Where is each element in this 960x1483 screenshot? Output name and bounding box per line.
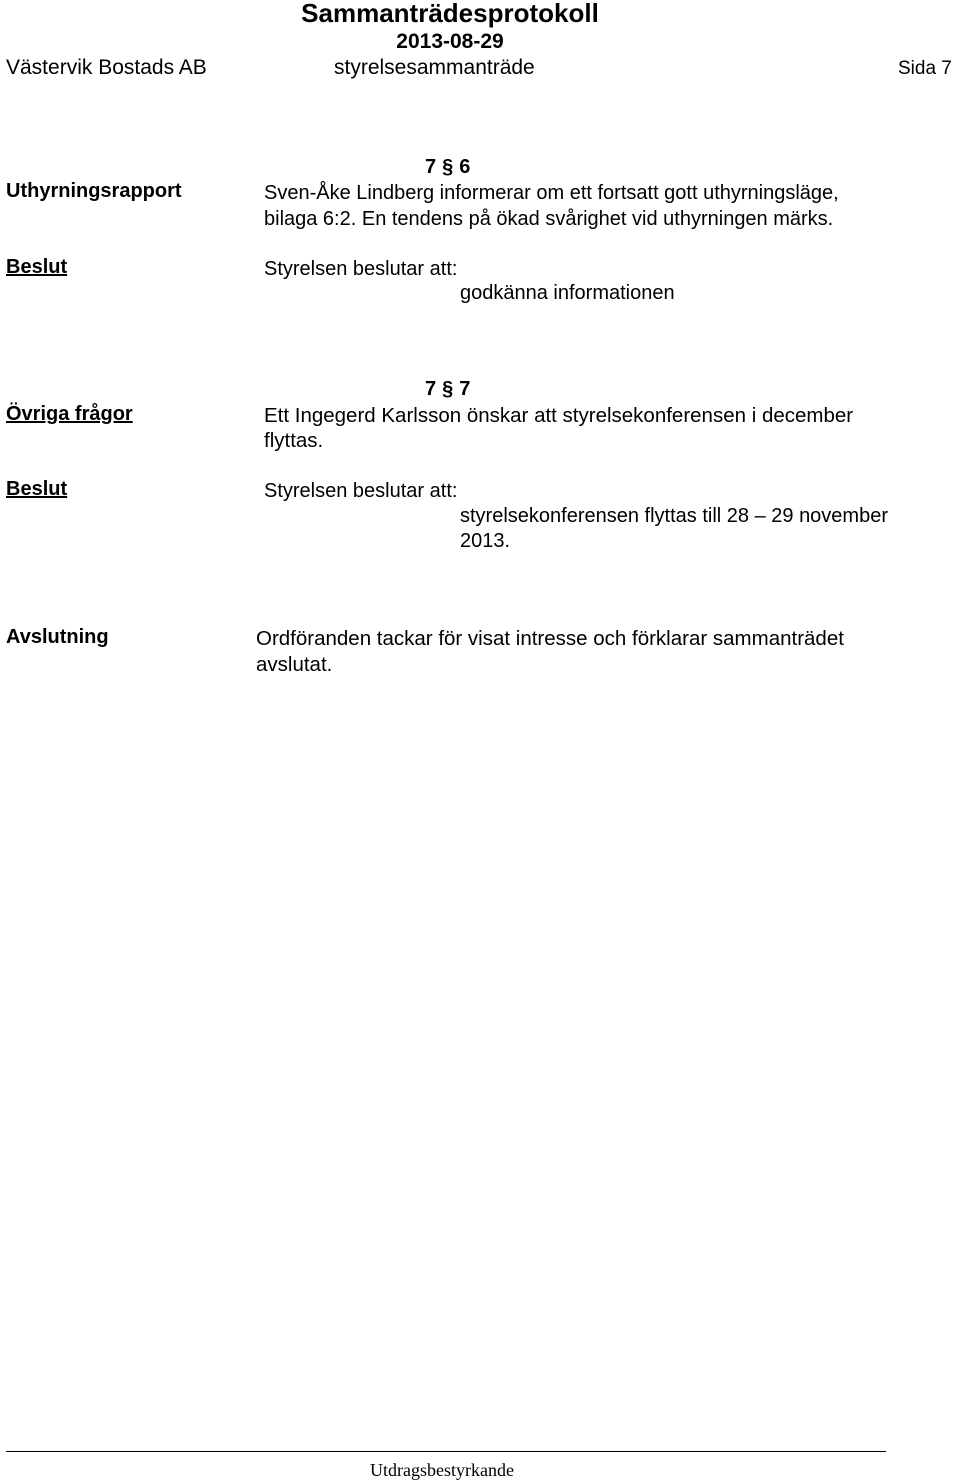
document-date: 2013-08-29 <box>396 30 504 53</box>
decision-label: Beslut <box>6 478 68 500</box>
section-number: 7 <box>425 378 437 400</box>
company-name: Västervik Bostads AB <box>6 56 207 79</box>
section-label-ovriga-fragor: Övriga frågor <box>6 403 133 425</box>
decision-text-line-1: styrelsekonferensen flyttas till 28 – 29 november <box>460 505 888 527</box>
decision-label: Beslut <box>6 256 68 278</box>
section-number: 7 <box>425 156 437 178</box>
section-text-line-1: Ett Ingegerd Karlsson önskar att styrelsekonferensen i december <box>264 404 854 427</box>
section-sign: § <box>442 378 454 400</box>
document-title: Sammanträdesprotokoll <box>301 0 599 28</box>
footer-label: Utdragsbestyrkande <box>370 1460 514 1480</box>
closing-text-line-1: Ordföranden tackar för visat intresse och förklarar sammanträdet <box>256 627 844 650</box>
meeting-type: styrelsesammanträde <box>334 56 535 79</box>
section-heading-7-6 <box>425 156 470 179</box>
section-text-line-2: bilaga 6:2. En tendens på ökad svårighet vid uthyrningen märks. <box>264 208 834 230</box>
decision-intro: Styrelsen beslutar att: <box>264 480 458 502</box>
section-text-line-1: Sven-Åke Lindberg informerar om ett fortsatt gott uthyrningsläge, <box>264 182 839 204</box>
decision-intro: Styrelsen beslutar att: <box>264 258 458 280</box>
section-text-line-2: flyttas. <box>264 429 324 452</box>
page-number: Sida 7 <box>898 58 952 79</box>
section-sub-number: 7 <box>459 378 471 400</box>
section-sign: § <box>442 156 454 178</box>
decision-text-line-1: godkänna informationen <box>460 282 675 304</box>
footer-divider <box>6 1451 886 1452</box>
closing-text-line-2: avslutat. <box>256 653 333 676</box>
section-label-uthyrningsrapport: Uthyrningsrapport <box>6 180 182 202</box>
section-sub-number: 6 <box>459 156 471 178</box>
closing-label: Avslutning <box>6 626 109 648</box>
decision-text-line-2: 2013. <box>460 530 511 552</box>
section-heading-7-7 <box>425 378 470 401</box>
